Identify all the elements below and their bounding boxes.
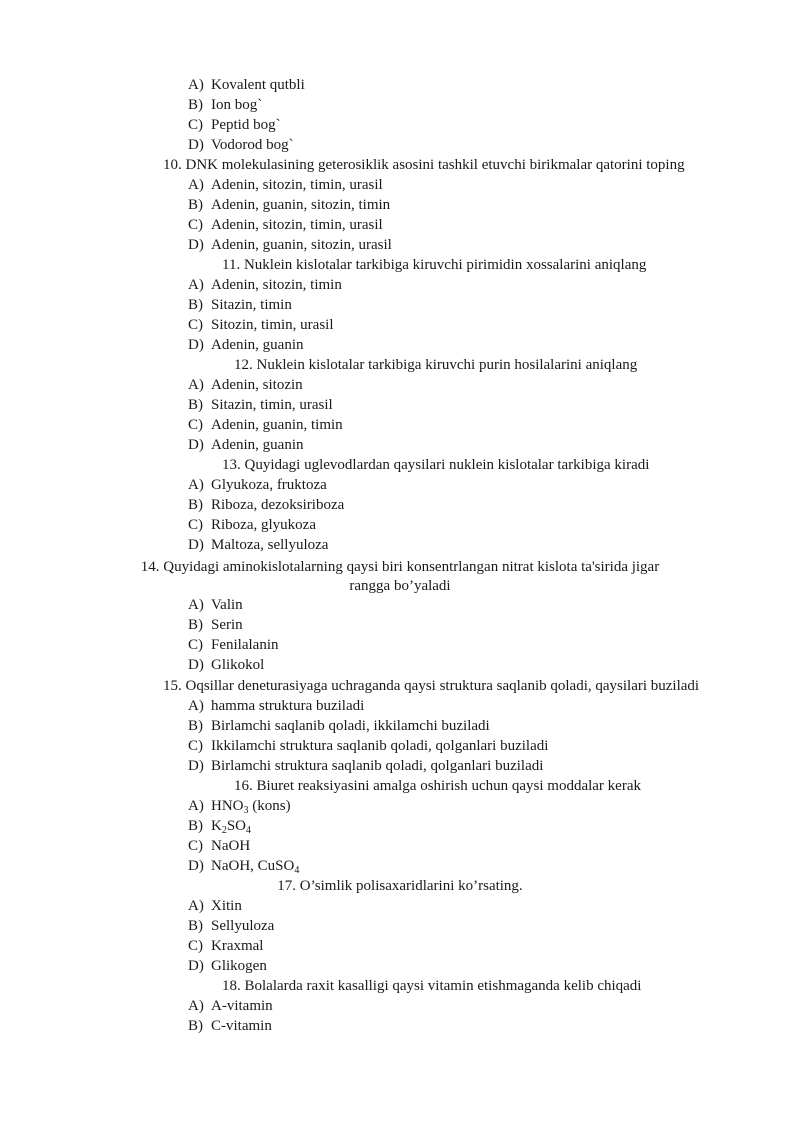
option-15-d: D) Birlamchi struktura saqlanib qoladi, qolganlari buziladi (188, 758, 544, 774)
option-9-b: B) Ion bog` (188, 97, 263, 113)
option-12-a: A) Adenin, sitozin (188, 377, 303, 393)
option-14-b: B) Serin (188, 617, 243, 633)
option-14-a: A) Valin (188, 597, 243, 613)
option-10-a: A) Adenin, sitozin, timin, urasil (188, 177, 383, 193)
question-15: 15. Oqsillar deneturasiyaga uchraganda qaysi struktura saqlanib qoladi, qaysilari buziladi (163, 678, 700, 694)
option-13-a: A) Glyukoza, fruktoza (188, 477, 327, 493)
option-10-c: C) Adenin, sitozin, timin, urasil (188, 217, 383, 233)
option-11-b: B) Sitazin, timin (188, 297, 292, 313)
option-11-d: D) Adenin, guanin (188, 337, 304, 353)
question-14-line-1: 14. Quyidagi aminokislotalarning qaysi biri konsentrlangan nitrat kislota ta'sirida jigar (140, 559, 660, 575)
option-11-c: C) Sitozin, timin, urasil (188, 317, 334, 333)
option-12-d: D) Adenin, guanin (188, 437, 304, 453)
option-13-d: D) Maltoza, sellyuloza (188, 537, 329, 553)
question-10: 10. DNK molekulasining geterosiklik asosini tashkil etuvchi birikmalar qatorini toping (163, 157, 685, 173)
option-9-d: D) Vodorod bog` (188, 137, 294, 153)
question-13: 13. Quyidagi uglevodlardan qaysilari nuklein kislotalar tarkibiga kiradi (222, 457, 650, 473)
option-12-b: B) Sitazin, timin, urasil (188, 397, 333, 413)
option-16-d: D) NaOH, CuSO$_4$ (188, 858, 300, 876)
question-14-line-2: rangga bo’yaladi (349, 578, 451, 594)
option-14-d: D) Glikokol (188, 657, 265, 673)
option-18-b: B) C-vitamin (188, 1018, 272, 1034)
option-11-a: A) Adenin, sitozin, timin (188, 277, 342, 293)
option-12-c: C) Adenin, guanin, timin (188, 417, 343, 433)
option-15-b: B) Birlamchi saqlanib qoladi, ikkilamchi buziladi (188, 718, 490, 734)
option-10-b: B) Adenin, guanin, sitozin, timin (188, 197, 391, 213)
option-10-d: D) Adenin, guanin, sitozin, urasil (188, 237, 392, 253)
option-17-c: C) Kraxmal (188, 938, 264, 954)
option-9-c: C) Peptid bog` (188, 117, 281, 133)
option-16-a: A) $HNO_3$ (kons) (188, 798, 291, 816)
option-14-c: C) Fenilalanin (188, 637, 279, 653)
option-9-a: A) Kovalent qutbli (188, 77, 305, 93)
question-11: 11. Nuklein kislotalar tarkibiga kiruvchi pirimidin xossalarini aniqlang (222, 257, 647, 273)
option-17-b: B) Sellyuloza (188, 918, 275, 934)
question-17: 17. O’simlik polisaxaridlarini ko’rsating. (277, 878, 523, 894)
option-15-c: C) Ikkilamchi struktura saqlanib qoladi, qolganlari buziladi (188, 738, 549, 754)
option-15-a: A) hamma struktura buziladi (188, 698, 365, 714)
option-18-a: A) A-vitamin (188, 998, 273, 1014)
option-16-b: B) $K_2SO_4$ (188, 818, 252, 836)
option-16-c: C) NaOH (188, 838, 251, 854)
question-16: 16. Biuret reaksiyasini amalga oshirish uchun qaysi moddalar kerak (234, 778, 641, 794)
option-13-c: C) Riboza, glyukoza (188, 517, 316, 533)
question-12: 12. Nuklein kislotalar tarkibiga kiruvchi purin hosilalarini aniqlang (234, 357, 638, 373)
option-17-d: D) Glikogen (188, 958, 267, 974)
option-13-b: B) Riboza, dezoksiriboza (188, 497, 345, 513)
option-17-a: A) Xitin (188, 898, 242, 914)
question-18: 18. Bolalarda raxit kasalligi qaysi vitamin etishmaganda kelib chiqadi (222, 978, 642, 994)
